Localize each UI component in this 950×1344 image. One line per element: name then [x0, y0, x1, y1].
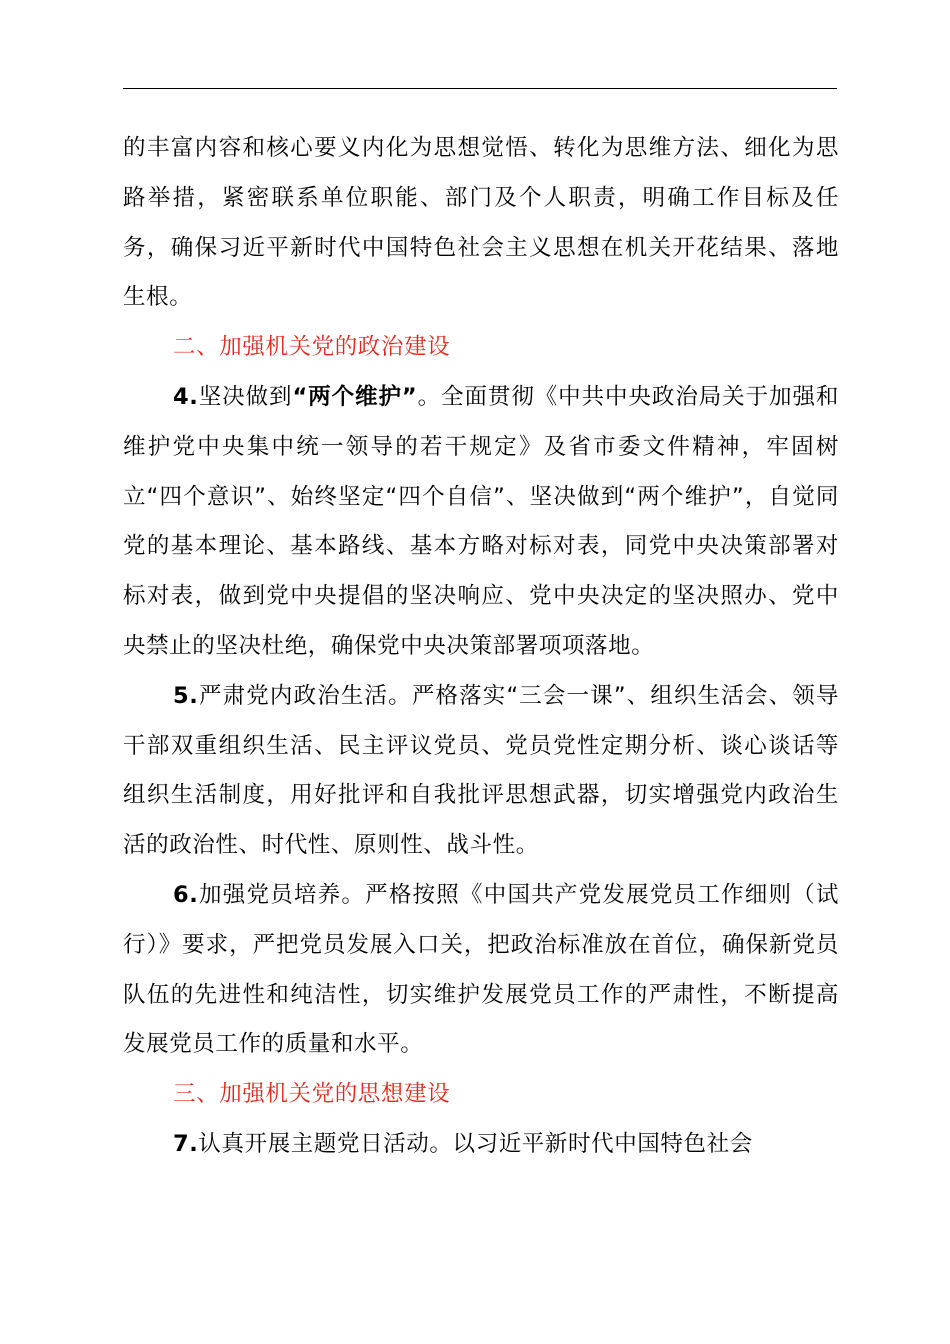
section-heading-text: 三、加强机关党的思想建设 [173, 1081, 451, 1108]
item-number: 5. [173, 682, 199, 709]
section-heading-ideological [123, 1070, 839, 1120]
paragraph-continuation [123, 124, 839, 323]
item-number: 6. [173, 881, 199, 908]
item-number: 7. [173, 1130, 199, 1157]
document-body [123, 124, 839, 1170]
paragraph-text: 。全面贯彻《中共中央政治局关于加强和维护党中央集中统一领导的若干规定》及省市委文件精神，牢固树立“四个意识”、始终坚定“四个自信”、坚决做到“两个维护”，自觉同党的基本理论、基本路线、基本方略对标对表，同党中央决策部署对标对表，做到党中央提倡的坚决响应、党中央决定的坚决照办、党中央禁止的坚决杜绝，确保党中央决策部署项项落地。 [123, 383, 839, 659]
paragraph-text: 的丰富内容和核心要义内化为思想觉悟、转化为思维方法、细化为思路举措，紧密联系单位职能、部门及个人职责，明确工作目标及任务，确保习近平新时代中国特色社会主义思想在机关开花结果、落地生根。 [123, 135, 839, 311]
paragraph-text: 认真开展主题党日活动。以习近平新时代中国特色社会 [198, 1130, 753, 1157]
paragraph-item-4 [123, 373, 839, 672]
paragraph-item-6 [123, 871, 839, 1070]
item-bold-quote: “两个维护” [292, 383, 418, 410]
paragraph-item-5 [123, 672, 839, 871]
paragraph-item-7 [123, 1120, 839, 1170]
item-lead: 坚决做到 [198, 383, 293, 410]
section-heading-text: 二、加强机关党的政治建设 [173, 334, 451, 361]
item-number: 4. [173, 383, 199, 410]
header-rule [123, 88, 837, 89]
paragraph-text: 严肃党内政治生活。严格落实“三会一课”、组织生活会、领导干部双重组织生活、民主评议党员、党员党性定期分析、谈心谈话等组织生活制度，用好批评和自我批评思想武器，切实增强党内政治生活的政治性、时代性、原则性、战斗性。 [123, 682, 839, 859]
section-heading-political [123, 323, 839, 373]
paragraph-text: 加强党员培养。严格按照《中国共产党发展党员工作细则（试行）》要求，严把党员发展入口关，把政治标准放在首位，确保新党员队伍的先进性和纯洁性，切实维护发展党员工作的严肃性，不断提高发展党员工作的质量和水平。 [123, 881, 839, 1058]
